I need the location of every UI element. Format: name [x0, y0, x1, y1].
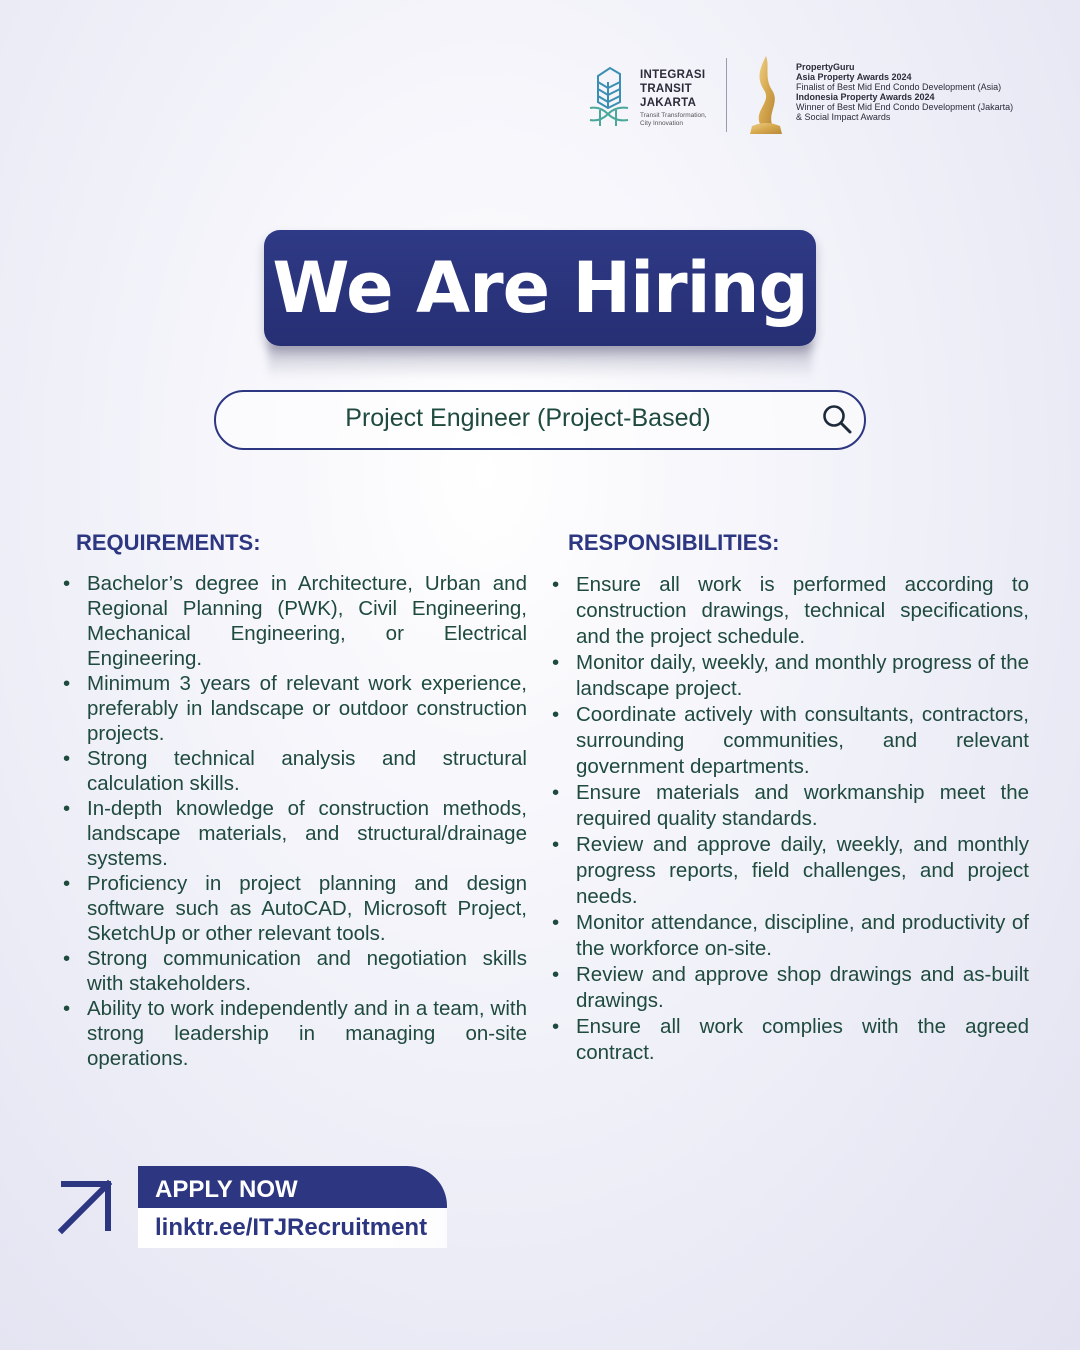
position-search-bar	[214, 390, 866, 450]
award-line: Indonesia Property Awards 2024	[796, 92, 935, 102]
award-line: & Social Impact Awards	[796, 112, 891, 122]
itj-building-icon	[586, 62, 632, 128]
position-title: Project Engineer (Project-Based)	[345, 404, 711, 432]
list-item: • Minimum 3 years of relevant work experience, preferably in landscape or outdoor construction projects.	[87, 671, 527, 746]
header-divider	[726, 58, 727, 132]
list-item: • In-depth knowledge of construction methods, landscape materials, and structural/drainage systems.	[87, 796, 527, 871]
list-item: • Proficiency in project planning and design software such as AutoCAD, Microsoft Project, SketchUp or other relevant tools.	[87, 871, 527, 946]
requirements-list	[87, 571, 527, 1071]
arrow-up-right-icon	[56, 1178, 116, 1236]
list-item: • Review and approve daily, weekly, and monthly progress reports, field challenges, and project needs.	[576, 832, 1029, 910]
list-item: • Monitor attendance, discipline, and productivity of the workforce on-site.	[576, 910, 1029, 962]
list-item: • Strong technical analysis and structural calculation skills.	[87, 746, 527, 796]
itj-name: INTEGRASI TRANSIT JAKARTA	[640, 69, 706, 109]
responsibilities-heading: RESPONSIBILITIES:	[568, 530, 780, 555]
hiring-banner	[264, 230, 816, 346]
apply-link-box[interactable]	[138, 1208, 447, 1248]
list-item: • Coordinate actively with consultants, contractors, surrounding communities, and relevant government departments.	[576, 702, 1029, 780]
itj-logo	[586, 60, 716, 130]
list-item: • Ability to work independently and in a team, with strong leadership in managing on-site operations.	[87, 996, 527, 1071]
responsibilities-list	[576, 572, 1029, 1066]
requirements-heading: REQUIREMENTS:	[76, 530, 261, 555]
list-item: • Strong communication and negotiation skills with stakeholders.	[87, 946, 527, 996]
award-line: Winner of Best Mid End Condo Development (Jakarta)	[796, 102, 1014, 112]
hiring-title: We Are Hiring	[272, 247, 808, 329]
awards-text	[796, 62, 1046, 122]
list-item: • Monitor daily, weekly, and monthly progress of the landscape project.	[576, 650, 1029, 702]
award-line: Finalist of Best Mid End Condo Development (Asia)	[796, 82, 1002, 92]
list-item: • Ensure all work complies with the agreed contract.	[576, 1014, 1029, 1066]
award-line: PropertyGuru	[796, 62, 855, 72]
list-item: • Bachelor’s degree in Architecture, Urban and Regional Planning (PWK), Civil Engineering, Mechanical Engineering, or Electrical Engineering.	[87, 571, 527, 671]
list-item: • Ensure materials and workmanship meet the required quality standards.	[576, 780, 1029, 832]
trophy-icon	[746, 54, 786, 136]
apply-now-label-box	[138, 1166, 447, 1208]
apply-now-label: APPLY NOW	[155, 1176, 298, 1203]
recruitment-link[interactable]: linktr.ee/ITJRecruitment	[155, 1214, 428, 1241]
itj-tagline: Transit Transformation, City Innovation	[640, 112, 707, 127]
list-item: • Ensure all work is performed according to construction drawings, technical specifications, and the project schedule.	[576, 572, 1029, 650]
award-line: Asia Property Awards 2024	[796, 72, 912, 82]
list-item: • Review and approve shop drawings and as-built drawings.	[576, 962, 1029, 1014]
search-icon	[822, 404, 852, 434]
